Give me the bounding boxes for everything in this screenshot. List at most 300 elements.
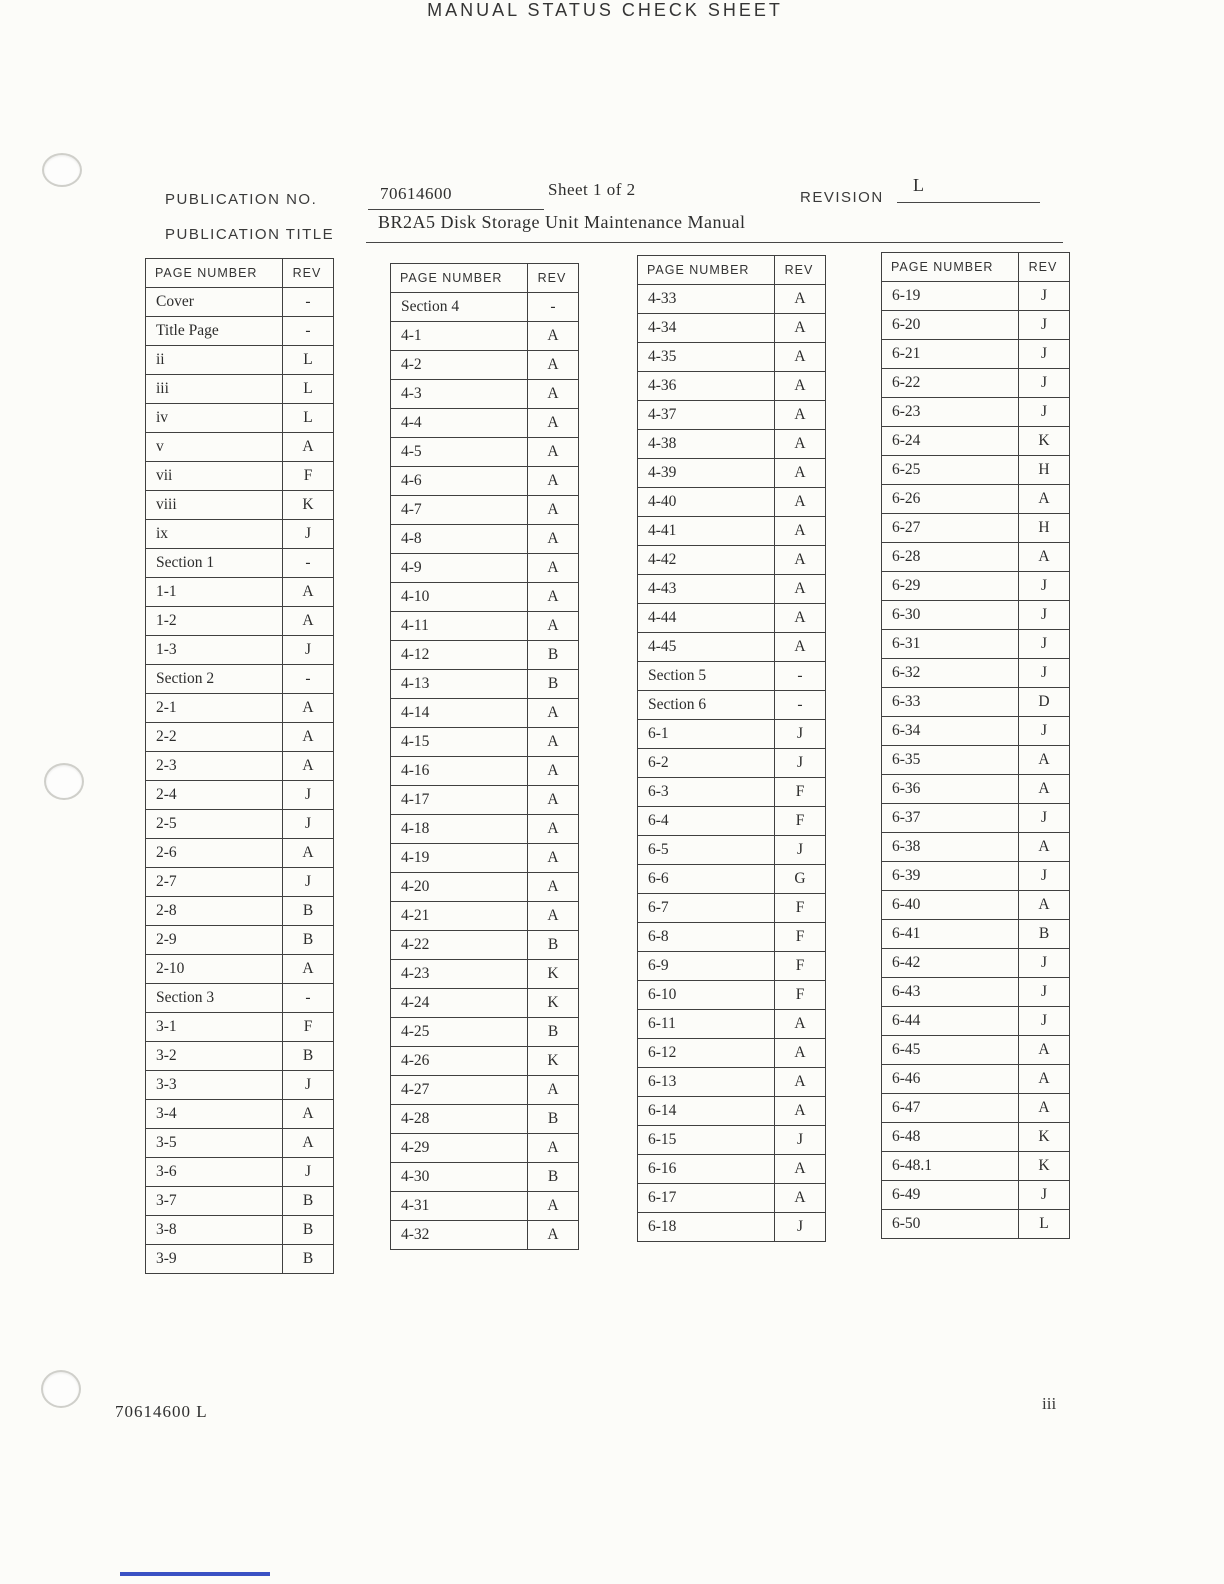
page-number-cell: 4-29: [391, 1134, 528, 1163]
page-number-cell: 6-13: [638, 1068, 775, 1097]
rev-cell: A: [528, 438, 579, 467]
rev-cell: A: [775, 1068, 826, 1097]
page-number-cell: 4-25: [391, 1018, 528, 1047]
table-row: [882, 311, 1070, 340]
rev-cell: A: [775, 343, 826, 372]
page-number-cell: 6-24: [882, 427, 1019, 456]
page-number-cell: 6-11: [638, 1010, 775, 1039]
rev-cell: A: [528, 699, 579, 728]
rev-cell: J: [283, 1071, 334, 1100]
page-number-cell: 6-28: [882, 543, 1019, 572]
page-number-cell: 6-41: [882, 920, 1019, 949]
page-number-cell: 6-6: [638, 865, 775, 894]
page-number-cell: 2-7: [146, 868, 283, 897]
rev-cell: -: [283, 549, 334, 578]
page-number-cell: 6-47: [882, 1094, 1019, 1123]
page-number-cell: 3-9: [146, 1245, 283, 1274]
page-number-cell: 4-38: [638, 430, 775, 459]
table-row: [146, 549, 334, 578]
table-header-row: [882, 253, 1070, 282]
page-number-cell: 6-4: [638, 807, 775, 836]
page-number-cell: 4-17: [391, 786, 528, 815]
table-row: [638, 285, 826, 314]
table-row: [146, 607, 334, 636]
status-table-4: [881, 252, 1070, 1239]
rev-cell: J: [775, 1213, 826, 1242]
publication-title-value: BR2A5 Disk Storage Unit Maintenance Manual: [378, 212, 746, 232]
rev-cell: A: [528, 409, 579, 438]
rev-cell: A: [775, 314, 826, 343]
page-number-cell: 4-30: [391, 1163, 528, 1192]
page-number-cell: 6-36: [882, 775, 1019, 804]
table-row: [638, 488, 826, 517]
table-row: [882, 659, 1070, 688]
page-number-cell: 3-2: [146, 1042, 283, 1071]
table-row: [146, 520, 334, 549]
table-row: [391, 902, 579, 931]
rev-cell: J: [1019, 1181, 1070, 1210]
table-row: [391, 1134, 579, 1163]
publication-no-label: PUBLICATION NO.: [165, 191, 318, 208]
table-row: [638, 1097, 826, 1126]
page-number-cell: Section 4: [391, 293, 528, 322]
table-row: [391, 1221, 579, 1250]
page-number-cell: 4-11: [391, 612, 528, 641]
table-row: [391, 1047, 579, 1076]
document-title: MANUAL STATUS CHECK SHEET: [427, 0, 783, 20]
table-row: [391, 554, 579, 583]
rev-cell: A: [528, 728, 579, 757]
page-number-cell: 2-6: [146, 839, 283, 868]
rev-cell: A: [775, 1039, 826, 1068]
table-row: [391, 351, 579, 380]
rev-cell: J: [1019, 804, 1070, 833]
table-row: [882, 1123, 1070, 1152]
table-row: [146, 897, 334, 926]
rev-cell: A: [528, 467, 579, 496]
table-row: [146, 868, 334, 897]
page-number-cell: 2-3: [146, 752, 283, 781]
page-number-cell: 6-20: [882, 311, 1019, 340]
table-row: [146, 1129, 334, 1158]
page-number-cell: 6-8: [638, 923, 775, 952]
table-row: [146, 375, 334, 404]
table-row: [882, 1152, 1070, 1181]
table-row: [391, 380, 579, 409]
rev-cell: A: [283, 694, 334, 723]
page-number-cell: 6-22: [882, 369, 1019, 398]
rev-cell: J: [1019, 572, 1070, 601]
page-number-cell: 6-15: [638, 1126, 775, 1155]
rev-cell: A: [775, 604, 826, 633]
rev-cell: A: [1019, 775, 1070, 804]
page-number-cell: 6-40: [882, 891, 1019, 920]
table-row: [391, 1018, 579, 1047]
page-number-cell: 4-16: [391, 757, 528, 786]
rev-cell: J: [283, 868, 334, 897]
table-row: [391, 873, 579, 902]
rev-cell: H: [1019, 456, 1070, 485]
footer-page-number: iii: [1042, 1394, 1057, 1413]
revision-underline: [897, 202, 1040, 203]
table-row: [146, 665, 334, 694]
page-number-cell: 3-7: [146, 1187, 283, 1216]
rev-cell: B: [283, 926, 334, 955]
page-number-cell: 4-2: [391, 351, 528, 380]
page-number-cell: 4-15: [391, 728, 528, 757]
rev-cell: F: [283, 462, 334, 491]
rev-cell: A: [528, 612, 579, 641]
rev-cell: A: [283, 607, 334, 636]
page-number-cell: Section 5: [638, 662, 775, 691]
page-number-cell: 2-5: [146, 810, 283, 839]
rev-cell: -: [283, 317, 334, 346]
page-number-cell: Title Page: [146, 317, 283, 346]
rev-cell: A: [528, 554, 579, 583]
hole-punch-middle: [44, 763, 84, 800]
table-row: [638, 1068, 826, 1097]
page-number-cell: 4-14: [391, 699, 528, 728]
col-header-page-number: PAGE NUMBER: [146, 259, 283, 288]
page-number-cell: 2-2: [146, 723, 283, 752]
status-table-1: [145, 258, 334, 1274]
table-row: [391, 1192, 579, 1221]
rev-cell: A: [1019, 1065, 1070, 1094]
table-row: [146, 723, 334, 752]
rev-cell: B: [528, 641, 579, 670]
rev-cell: F: [775, 923, 826, 952]
page-number-cell: Cover: [146, 288, 283, 317]
rev-cell: A: [528, 380, 579, 409]
rev-cell: A: [775, 517, 826, 546]
page-number-cell: 4-1: [391, 322, 528, 351]
page-number-cell: 4-24: [391, 989, 528, 1018]
page-number-cell: iii: [146, 375, 283, 404]
page-number-cell: 4-10: [391, 583, 528, 612]
page-number-cell: 6-38: [882, 833, 1019, 862]
rev-cell: J: [1019, 862, 1070, 891]
table-row: [638, 314, 826, 343]
rev-cell: A: [528, 496, 579, 525]
table-row: [638, 517, 826, 546]
page-number-cell: v: [146, 433, 283, 462]
rev-cell: L: [1019, 1210, 1070, 1239]
page-number-cell: 6-16: [638, 1155, 775, 1184]
table-row: [391, 293, 579, 322]
page-number-cell: 4-36: [638, 372, 775, 401]
table-row: [882, 572, 1070, 601]
page-number-cell: 4-31: [391, 1192, 528, 1221]
page-number-cell: 6-26: [882, 485, 1019, 514]
table-row: [638, 749, 826, 778]
rev-cell: F: [775, 981, 826, 1010]
page-number-cell: 6-50: [882, 1210, 1019, 1239]
page-number-cell: 4-20: [391, 873, 528, 902]
rev-cell: J: [1019, 978, 1070, 1007]
rev-cell: -: [775, 662, 826, 691]
page-number-cell: 6-34: [882, 717, 1019, 746]
rev-cell: K: [283, 491, 334, 520]
page-number-cell: ii: [146, 346, 283, 375]
rev-cell: J: [1019, 601, 1070, 630]
table-row: [638, 401, 826, 430]
table-row: [882, 1210, 1070, 1239]
page-number-cell: 6-27: [882, 514, 1019, 543]
page-number-cell: 6-39: [882, 862, 1019, 891]
rev-cell: J: [1019, 717, 1070, 746]
table-row: [146, 491, 334, 520]
page-number-cell: 4-6: [391, 467, 528, 496]
rev-cell: K: [528, 960, 579, 989]
table-row: [391, 728, 579, 757]
rev-cell: A: [528, 844, 579, 873]
table-header-row: [391, 264, 579, 293]
table-row: [638, 343, 826, 372]
page-number-cell: 6-44: [882, 1007, 1019, 1036]
page-number-cell: 4-34: [638, 314, 775, 343]
table-row: [391, 496, 579, 525]
rev-cell: A: [775, 459, 826, 488]
page-number-cell: 4-23: [391, 960, 528, 989]
rev-cell: J: [1019, 311, 1070, 340]
table-row: [638, 1155, 826, 1184]
table-row: [391, 409, 579, 438]
rev-cell: A: [528, 351, 579, 380]
rev-cell: F: [775, 952, 826, 981]
rev-cell: -: [528, 293, 579, 322]
table-row: [638, 807, 826, 836]
sheet-info: Sheet 1 of 2: [548, 180, 636, 199]
page-number-cell: iv: [146, 404, 283, 433]
table-row: [146, 1158, 334, 1187]
rev-cell: A: [528, 1076, 579, 1105]
table-row: [882, 775, 1070, 804]
table-row: [882, 833, 1070, 862]
footer-doc-number: 70614600 L: [115, 1402, 208, 1421]
table-row: [638, 1184, 826, 1213]
table-row: [146, 1187, 334, 1216]
table-row: [146, 636, 334, 665]
page-number-cell: 6-18: [638, 1213, 775, 1242]
table-row: [391, 989, 579, 1018]
rev-cell: A: [775, 1010, 826, 1039]
rev-cell: L: [283, 404, 334, 433]
page-number-cell: 4-21: [391, 902, 528, 931]
page-number-cell: 2-8: [146, 897, 283, 926]
rev-cell: F: [283, 1013, 334, 1042]
page-number-cell: 3-6: [146, 1158, 283, 1187]
revision-value: L: [913, 175, 925, 195]
rev-cell: A: [1019, 1094, 1070, 1123]
page-number-cell: 6-46: [882, 1065, 1019, 1094]
rev-cell: A: [775, 285, 826, 314]
page-number-cell: 6-29: [882, 572, 1019, 601]
page-number-cell: 3-4: [146, 1100, 283, 1129]
page-number-cell: 6-23: [882, 398, 1019, 427]
table-row: [146, 462, 334, 491]
page-number-cell: 4-41: [638, 517, 775, 546]
page-number-cell: 4-37: [638, 401, 775, 430]
rev-cell: K: [1019, 1152, 1070, 1181]
rev-cell: A: [283, 723, 334, 752]
page-number-cell: 2-9: [146, 926, 283, 955]
rev-cell: A: [775, 633, 826, 662]
rev-cell: F: [775, 778, 826, 807]
page-number-cell: 6-2: [638, 749, 775, 778]
page-number-cell: 6-19: [882, 282, 1019, 311]
page-number-cell: 6-1: [638, 720, 775, 749]
rev-cell: A: [775, 1155, 826, 1184]
table-row: [391, 960, 579, 989]
page-number-cell: 4-19: [391, 844, 528, 873]
rev-cell: J: [283, 1158, 334, 1187]
revision-label: REVISION: [800, 189, 884, 206]
hole-punch-bottom: [41, 1370, 81, 1408]
page-number-cell: 4-9: [391, 554, 528, 583]
rev-cell: A: [528, 757, 579, 786]
rev-cell: A: [775, 430, 826, 459]
rev-cell: -: [775, 691, 826, 720]
rev-cell: A: [283, 752, 334, 781]
rev-cell: J: [775, 836, 826, 865]
table-row: [146, 1013, 334, 1042]
col-header-page-number: PAGE NUMBER: [391, 264, 528, 293]
table-row: [638, 691, 826, 720]
rev-cell: F: [775, 807, 826, 836]
hole-punch-top: [42, 153, 82, 187]
rev-cell: B: [528, 931, 579, 960]
table-row: [391, 931, 579, 960]
rev-cell: A: [528, 873, 579, 902]
rev-cell: B: [528, 1163, 579, 1192]
rev-cell: H: [1019, 514, 1070, 543]
table-row: [391, 322, 579, 351]
page-number-cell: 1-3: [146, 636, 283, 665]
page-number-cell: 4-42: [638, 546, 775, 575]
rev-cell: A: [528, 815, 579, 844]
page-number-cell: 4-3: [391, 380, 528, 409]
rev-cell: A: [528, 525, 579, 554]
table-row: [146, 694, 334, 723]
rev-cell: A: [283, 1100, 334, 1129]
page-number-cell: 4-28: [391, 1105, 528, 1134]
scan-artifact-line: [120, 1572, 270, 1576]
rev-cell: -: [283, 984, 334, 1013]
page-number-cell: 6-14: [638, 1097, 775, 1126]
table-row: [882, 485, 1070, 514]
status-table-2: [390, 263, 579, 1250]
rev-cell: J: [283, 810, 334, 839]
rev-cell: J: [1019, 340, 1070, 369]
table-row: [882, 920, 1070, 949]
table-row: [882, 601, 1070, 630]
rev-cell: B: [1019, 920, 1070, 949]
table-row: [638, 372, 826, 401]
rev-cell: K: [528, 1047, 579, 1076]
rev-cell: A: [1019, 1036, 1070, 1065]
table-row: [391, 786, 579, 815]
rev-cell: A: [528, 1192, 579, 1221]
page-number-cell: Section 1: [146, 549, 283, 578]
table-row: [638, 430, 826, 459]
table-row: [638, 546, 826, 575]
table-row: [638, 836, 826, 865]
table-row: [638, 459, 826, 488]
table-row: [638, 1126, 826, 1155]
rev-cell: A: [283, 839, 334, 868]
rev-cell: J: [1019, 282, 1070, 311]
table-row: [146, 404, 334, 433]
table-row: [638, 952, 826, 981]
table-row: [638, 633, 826, 662]
page-number-cell: 3-8: [146, 1216, 283, 1245]
page-number-cell: 4-43: [638, 575, 775, 604]
table-row: [146, 317, 334, 346]
table-row: [882, 804, 1070, 833]
rev-cell: A: [283, 955, 334, 984]
rev-cell: K: [528, 989, 579, 1018]
page-number-cell: 6-3: [638, 778, 775, 807]
table-row: [146, 984, 334, 1013]
table-row: [391, 844, 579, 873]
table-row: [391, 641, 579, 670]
table-row: [391, 1076, 579, 1105]
table-row: [391, 583, 579, 612]
table-row: [146, 346, 334, 375]
page-number-cell: 6-32: [882, 659, 1019, 688]
table-row: [882, 978, 1070, 1007]
table-row: [882, 1036, 1070, 1065]
table-row: [882, 369, 1070, 398]
rev-cell: B: [528, 670, 579, 699]
rev-cell: J: [1019, 659, 1070, 688]
page-number-cell: ix: [146, 520, 283, 549]
table-row: [146, 433, 334, 462]
rev-cell: J: [1019, 398, 1070, 427]
table-row: [146, 752, 334, 781]
page-number-cell: Section 2: [146, 665, 283, 694]
rev-cell: B: [528, 1018, 579, 1047]
table-header-row: [146, 259, 334, 288]
page-number-cell: 6-35: [882, 746, 1019, 775]
rev-cell: A: [1019, 746, 1070, 775]
rev-cell: A: [775, 372, 826, 401]
table-row: [146, 839, 334, 868]
table-row: [146, 1216, 334, 1245]
table-row: [882, 282, 1070, 311]
rev-cell: -: [283, 665, 334, 694]
col-header-rev: REV: [528, 264, 579, 293]
table-row: [391, 467, 579, 496]
table-row: [882, 456, 1070, 485]
publication-title-underline: [366, 242, 1063, 243]
rev-cell: A: [1019, 833, 1070, 862]
table-row: [146, 955, 334, 984]
page-number-cell: 4-40: [638, 488, 775, 517]
rev-cell: A: [528, 1134, 579, 1163]
page-number-cell: 4-7: [391, 496, 528, 525]
page-number-cell: 1-1: [146, 578, 283, 607]
page-number-cell: 4-22: [391, 931, 528, 960]
rev-cell: J: [775, 1126, 826, 1155]
table-row: [146, 1042, 334, 1071]
rev-cell: A: [775, 488, 826, 517]
rev-cell: A: [775, 1097, 826, 1126]
page-number-cell: 6-31: [882, 630, 1019, 659]
table-row: [882, 717, 1070, 746]
table-row: [882, 630, 1070, 659]
rev-cell: B: [283, 897, 334, 926]
